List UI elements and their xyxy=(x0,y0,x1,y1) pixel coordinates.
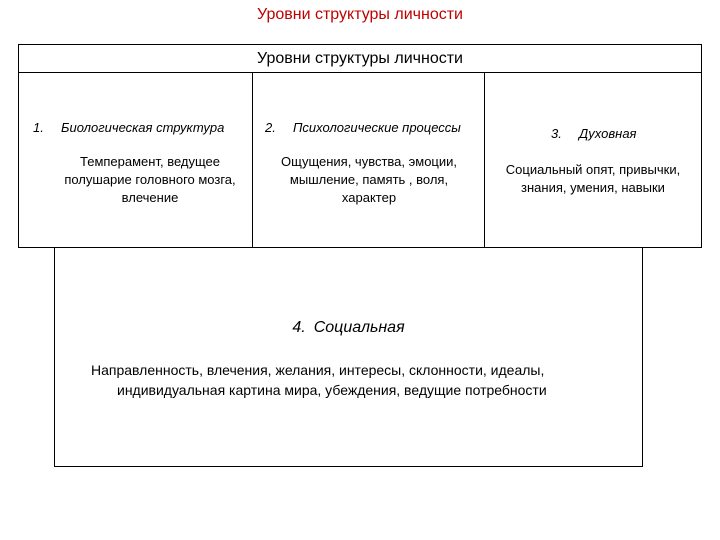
level-4-box xyxy=(54,247,643,467)
level-2-description-line: Ощущения, чувства, эмоции, xyxy=(280,154,458,169)
level-4-description-line: Направленность, влечения, желания, интересы, склонности, идеалы, xyxy=(91,362,545,378)
level-1-description xyxy=(47,153,253,207)
levels-table xyxy=(18,44,702,248)
level-1-number: 1. xyxy=(33,120,44,135)
level-4-name: Социальная xyxy=(313,319,405,336)
level-4-description-line: индивидуальная картина мира, убеждения, ведущие потребности xyxy=(117,382,547,398)
level-2-heading xyxy=(265,120,461,135)
level-2-description-line: характер xyxy=(341,190,397,205)
level-2-column xyxy=(253,73,485,248)
level-2-number: 2. xyxy=(265,120,276,135)
level-2-description-line: мышление, память , воля, xyxy=(289,172,449,187)
level-4-heading xyxy=(55,319,642,337)
level-3-heading xyxy=(551,126,637,141)
level-3-column xyxy=(485,73,701,248)
level-1-description-line: Темперамент, ведущее xyxy=(80,154,220,169)
level-1-column xyxy=(19,73,253,248)
level-3-name: Духовная xyxy=(579,126,637,141)
level-3-number: 3. xyxy=(551,126,562,141)
level-2-name: Психологические процессы xyxy=(293,120,461,135)
level-2-description xyxy=(253,153,485,207)
level-1-heading xyxy=(33,120,224,135)
level-3-description-line: Социальный опят, привычки, xyxy=(505,162,681,177)
slide-title: Уровни структуры личности xyxy=(257,6,463,23)
level-3-description-line: знания, умения, навыки xyxy=(521,180,665,195)
level-3-description xyxy=(485,161,701,197)
level-1-name: Биологическая структура xyxy=(61,120,225,135)
table-header: Уровни структуры личности xyxy=(19,45,701,73)
level-1-description-line: влечение xyxy=(121,190,179,205)
level-4-number: 4. xyxy=(292,319,306,336)
level-4-description xyxy=(91,360,631,400)
level-1-description-line: полушарие головного мозга, xyxy=(64,172,236,187)
